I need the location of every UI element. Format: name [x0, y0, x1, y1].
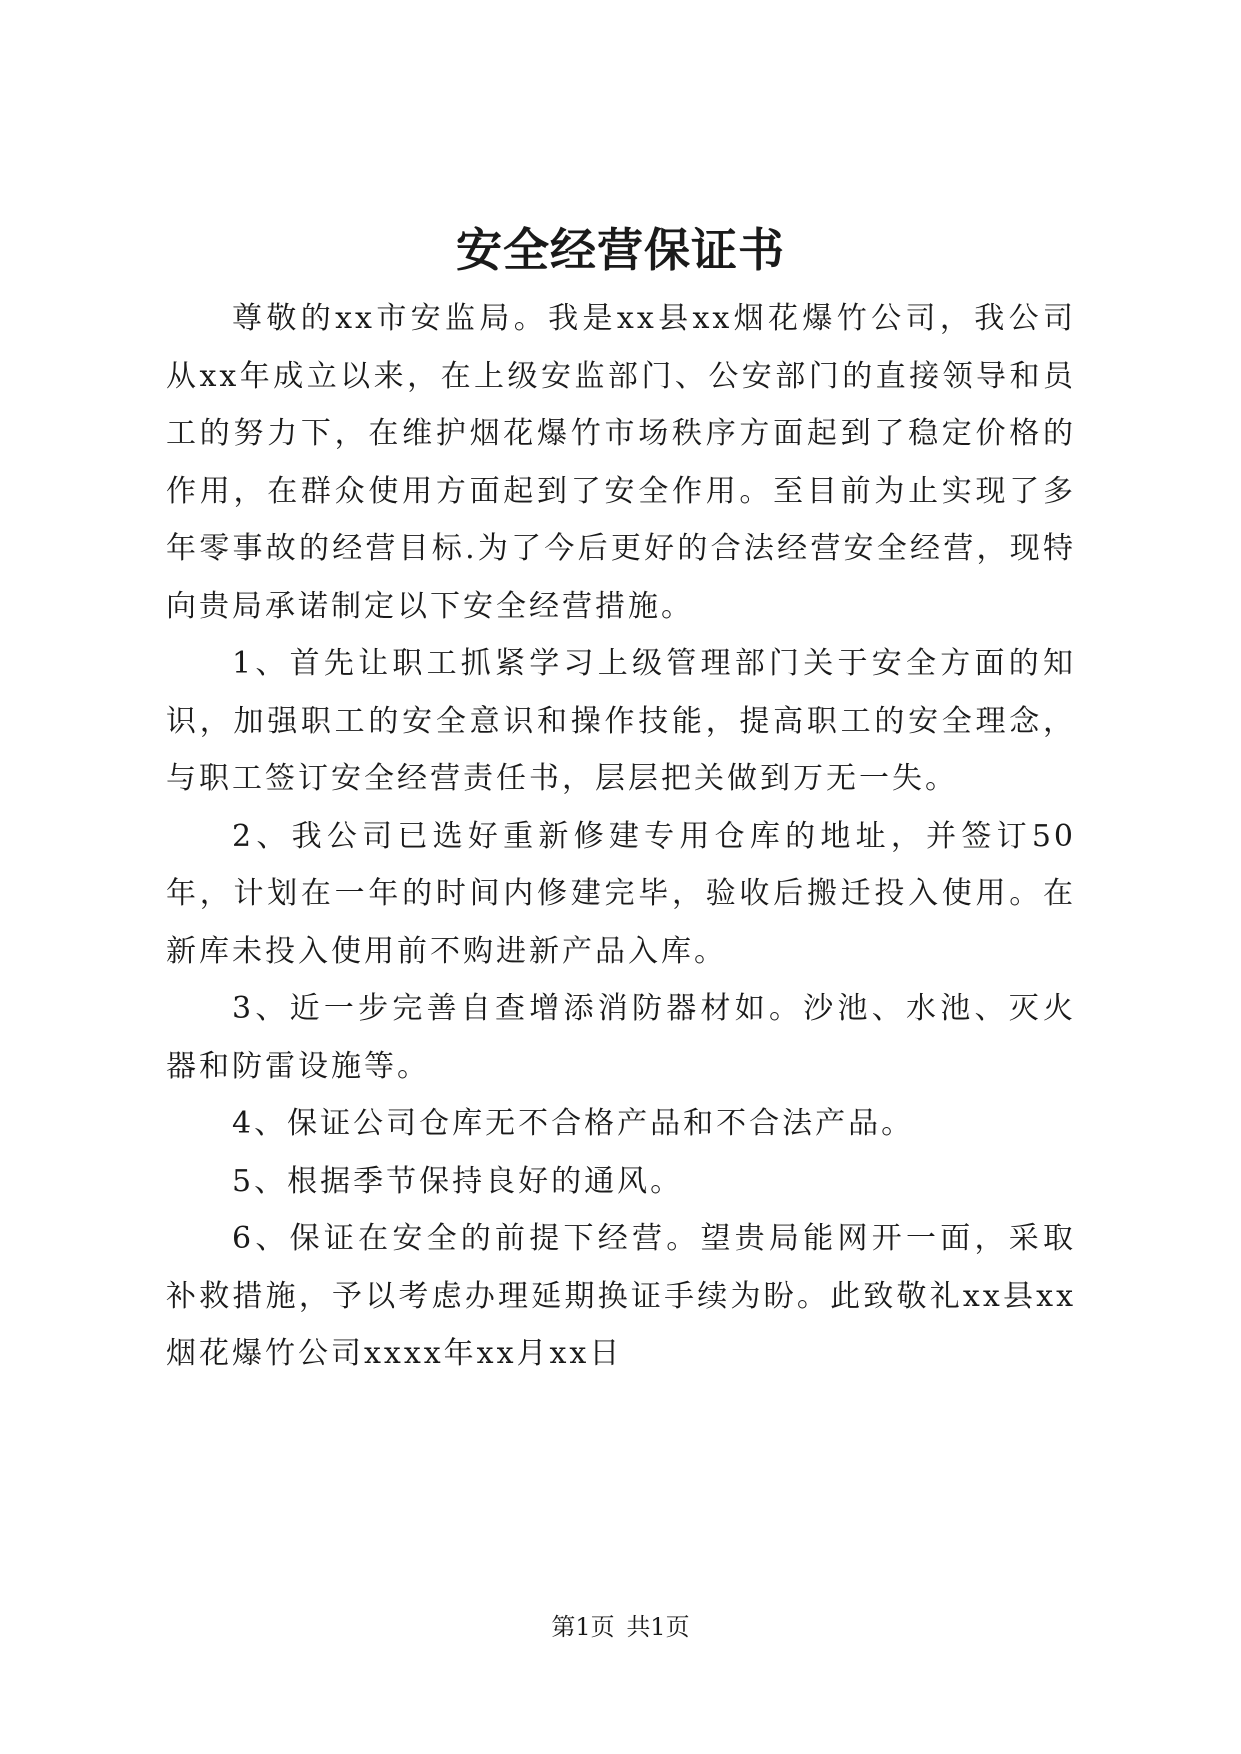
paragraph-item-4: 4、保证公司仓库无不合格产品和不合法产品。 — [232, 1106, 915, 1141]
paragraph-item-1: 1、首先让职工抓紧学习上级管理部门关于安全方面的知识，加强职工的安全意识和操作技能，提高职工的安全理念，与职工签订安全经营责任书，层层把关做到万无一失。 — [166, 646, 1076, 796]
document-body — [166, 290, 1076, 1383]
page-total: 共1页 — [626, 1613, 690, 1641]
paragraph-intro: 尊敬的xx市安监局。我是xx县xx烟花爆竹公司，我公司从xx年成立以来，在上级安监部门、公安部门的直接领导和员工的努力下，在维护烟花爆竹市场秩序方面起到了稳定价格的作用，在群众使用方面起到了安全作用。至目前为止实现了多年零事故的经营目标.为了今后更好的合法经营安全经营，现特向贵局承诺制定以下安全经营措施。 — [166, 301, 1076, 624]
document-title: 安全经营保证书 — [456, 223, 785, 277]
paragraph-item-2: 2、我公司已选好重新修建专用仓库的地址，并签订50年，计划在一年的时间内修建完毕，验收后搬迁投入使用。在新库未投入使用前不购进新产品入库。 — [166, 818, 1076, 969]
paragraph-item-3: 3、近一步完善自查增添消防器材如。沙池、水池、灭火器和防雷设施等。 — [166, 991, 1076, 1084]
page-number: 第1页 — [551, 1613, 615, 1641]
paragraph-item-5: 5、根据季节保持良好的通风。 — [232, 1163, 684, 1199]
page-footer — [0, 1612, 1241, 1642]
paragraph-item-6: 6、保证在安全的前提下经营。望贵局能网开一面，采取补救措施，予以考虑办理延期换证手续为盼。此致敬礼xx县xx烟花爆竹公司xxxx年xx月xx日 — [166, 1221, 1076, 1371]
